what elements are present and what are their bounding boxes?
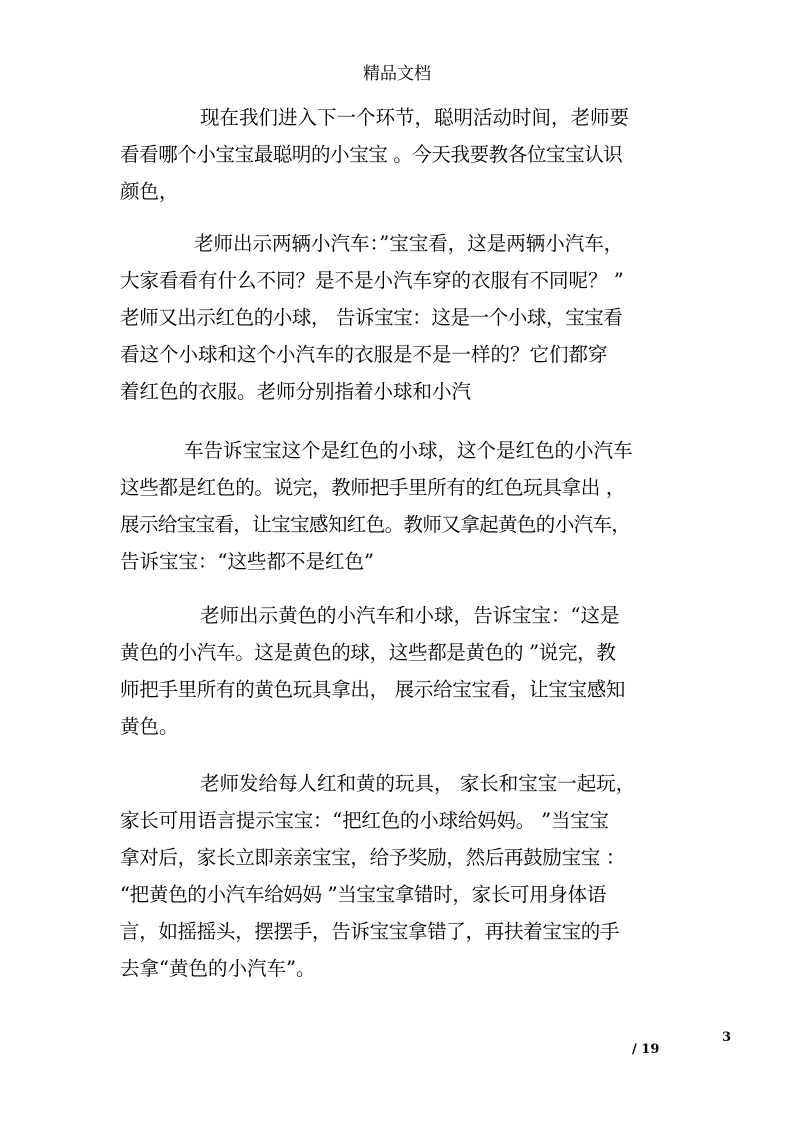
paragraph-3-line-2: 这些都是红色的。说完，教师把手里所有的红色玩具拿出 ， — [120, 476, 626, 499]
paragraph-1 — [120, 99, 674, 210]
paragraph-5 — [120, 765, 674, 987]
paragraph-5-line-3: 拿对后，家长立即亲亲宝宝，给予奖励，然后再鼓励宝宝 ： — [120, 846, 626, 869]
paragraph-2-line-1: 老师出示两辆小汽车：”宝宝看，这是两辆小汽车， — [194, 232, 624, 255]
page-number: 3 — [722, 1030, 732, 1045]
page-header-title: 精品文档 — [363, 64, 431, 84]
paragraph-2-line-4: 看这个小球和这个小汽车的衣服是不是一样的？它们都穿 — [120, 343, 608, 366]
paragraph-3 — [120, 432, 674, 580]
paragraph-2-line-2: 大家看看有什么不同？是不是小汽车穿的衣服有不同呢？ ” — [120, 269, 624, 292]
paragraph-1-line-2: 看看哪个小宝宝最聪明的小宝宝 。今天我要教各位宝宝认识 — [120, 143, 623, 166]
paragraph-3-line-1: 车告诉宝宝这个是红色的小球，这个是红色的小汽车 — [184, 439, 633, 462]
paragraph-5-line-4: “把黄色的小汽车给妈妈 ”当宝宝拿错时，家长可用身体语 — [120, 883, 607, 906]
paragraph-2-line-3: 老师又出示红色的小球， 告诉宝宝：这是一个小球，宝宝看 — [120, 306, 623, 329]
paragraph-5-line-6: 去拿“黄色的小汽车”。 — [120, 957, 316, 980]
paragraph-5-line-5: 言，如摇摇头，摆摆手，告诉宝宝拿错了，再扶着宝宝的手 — [120, 920, 620, 943]
paragraph-4-line-1: 老师出示黄色的小汽车和小球，告诉宝宝：“这是 — [200, 604, 620, 627]
paragraph-2 — [120, 225, 674, 410]
paragraph-5-line-1: 老师发给每人红和黄的玩具， 家长和宝宝一起玩， — [200, 772, 636, 795]
page-total: / 19 — [632, 1042, 660, 1057]
paragraph-1-line-1: 现在我们进入下一个环节，聪明活动时间，老师要 — [200, 106, 630, 129]
paragraph-4-line-4: 黄色。 — [120, 715, 179, 738]
paragraph-4-line-3: 师把手里所有的黄色玩具拿出， 展示给宝宝看，让宝宝感知 — [120, 678, 626, 701]
paragraph-3-line-3: 展示给宝宝看，让宝宝感知红色。教师又拿起黄色的小汽车， — [120, 513, 631, 536]
paragraph-5-line-2: 家长可用语言提示宝宝：“把红色的小球给妈妈。 ”当宝宝 — [120, 809, 609, 832]
paragraph-1-line-3: 颜色， — [120, 180, 179, 203]
paragraph-2-line-5: 着红色的衣服。老师分别指着小球和小汽 — [120, 380, 472, 403]
paragraph-3-line-4: 告诉宝宝：“这些都不是红色” — [120, 550, 374, 573]
paragraph-4-line-2: 黄色的小汽车。这是黄色的球，这些都是黄色的 ”说完，教 — [120, 641, 616, 664]
paragraph-4 — [120, 597, 674, 745]
